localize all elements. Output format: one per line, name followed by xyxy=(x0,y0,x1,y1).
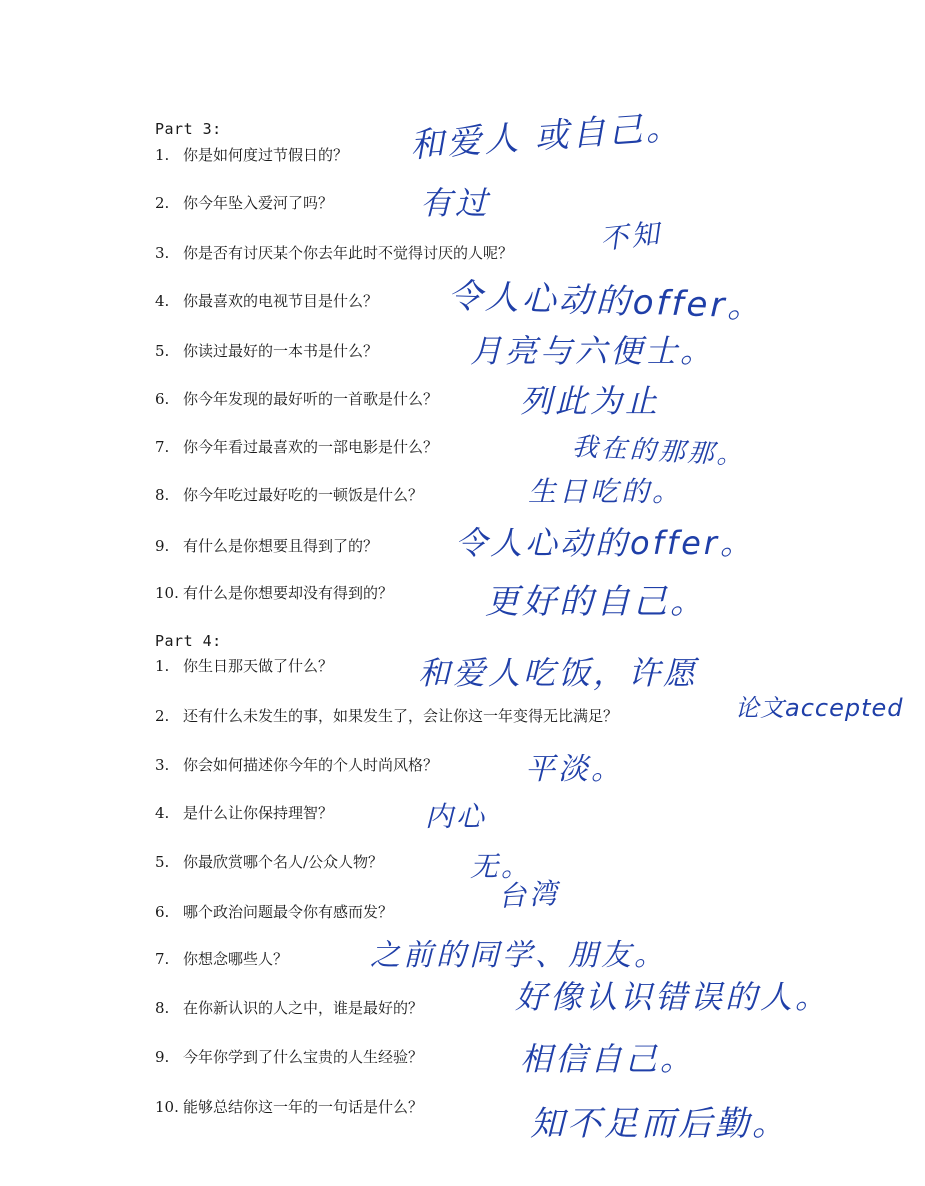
question-number: 7. xyxy=(155,438,170,456)
question-number: 5. xyxy=(155,342,170,360)
question-text: 你读过最好的一本书是什么？ xyxy=(183,342,379,360)
question-number: 3. xyxy=(155,756,170,774)
part3-answer-10: 更好的自己。 xyxy=(485,582,707,622)
part4-answer-4: 内心 xyxy=(425,800,488,833)
question-number: 6. xyxy=(155,903,170,921)
part4-answer-8: 好像认识错误的人。 xyxy=(515,978,831,1016)
part3-question-6 xyxy=(155,388,438,409)
part4-title: Part 4: xyxy=(155,632,222,650)
question-text: 你最喜欢的电视节目是什么？ xyxy=(183,292,379,310)
part4-answer-6: 台湾 xyxy=(497,876,561,913)
question-number: 4. xyxy=(155,292,170,310)
question-text: 是什么让你保持理智？ xyxy=(183,804,334,822)
part4-answer-10: 知不足而后勤。 xyxy=(530,1104,789,1144)
question-number: 8. xyxy=(155,486,170,504)
part3-answer-5: 月亮与六便士。 xyxy=(470,332,716,370)
part4-answer-2: 论文accepted xyxy=(735,694,904,722)
part4-question-4 xyxy=(155,802,333,823)
part3-question-7 xyxy=(155,436,438,457)
part3-answer-9: 令人心动的offer。 xyxy=(455,524,755,562)
question-text: 你生日那天做了什么？ xyxy=(183,657,334,675)
question-text: 有什么是你想要且得到了的？ xyxy=(183,537,379,555)
question-number: 2. xyxy=(155,194,170,212)
part3-question-1 xyxy=(155,144,348,165)
part3-question-9 xyxy=(155,535,378,556)
question-text: 你是如何度过节假日的？ xyxy=(183,146,349,164)
part3-question-8 xyxy=(155,484,423,505)
part4-question-1 xyxy=(155,655,333,676)
question-text: 在你新认识的人之中，谁是最好的？ xyxy=(183,999,424,1017)
question-text: 你今年坠入爱河了吗？ xyxy=(183,194,334,212)
part4-question-10 xyxy=(155,1096,423,1117)
part4-question-6 xyxy=(155,901,393,922)
question-text: 你今年发现的最好听的一首歌是什么？ xyxy=(183,390,439,408)
question-number: 10. xyxy=(155,1098,179,1116)
question-text: 你今年看过最喜欢的一部电影是什么？ xyxy=(183,438,439,456)
question-number: 7. xyxy=(155,950,170,968)
part3-question-4 xyxy=(155,290,378,311)
part4-answer-1: 和爱人吃饭，许愿 xyxy=(418,654,699,692)
question-text: 哪个政治问题最令你有感而发？ xyxy=(183,903,394,921)
question-text: 你是否有讨厌某个你去年此时不觉得讨厌的人呢？ xyxy=(183,244,514,262)
part4-question-3 xyxy=(155,754,438,775)
part4-answer-3: 平淡。 xyxy=(525,752,624,787)
part3-answer-3: 不知 xyxy=(598,216,664,256)
question-text: 能够总结你这一年的一句话是什么？ xyxy=(183,1098,424,1116)
part3-question-3 xyxy=(155,242,513,263)
question-text: 今年你学到了什么宝贵的人生经验？ xyxy=(183,1048,424,1066)
part3-question-10 xyxy=(155,582,393,603)
part4-question-2 xyxy=(155,705,618,726)
question-number: 8. xyxy=(155,999,170,1017)
question-text: 还有什么未发生的事，如果发生了，会让你这一年变得无比满足？ xyxy=(183,707,619,725)
part3-answer-1: 和爱人 或自己。 xyxy=(408,107,684,166)
part4-answer-7: 之前的同学、朋友。 xyxy=(370,938,667,973)
question-number: 3. xyxy=(155,244,170,262)
question-number: 9. xyxy=(155,537,170,555)
part3-question-2 xyxy=(155,192,333,213)
part4-answer-9: 相信自己。 xyxy=(520,1040,696,1078)
part4-answer-5: 无。 xyxy=(470,850,533,883)
question-text: 你会如何描述你今年的个人时尚风格？ xyxy=(183,756,439,774)
part4-question-7 xyxy=(155,948,288,969)
question-number: 1. xyxy=(155,146,170,164)
part3-answer-7: 我在的那那。 xyxy=(571,432,747,472)
question-number: 6. xyxy=(155,390,170,408)
part3-answer-6: 列此为止 xyxy=(520,382,661,420)
question-number: 5. xyxy=(155,853,170,871)
question-number: 4. xyxy=(155,804,170,822)
part4-question-8 xyxy=(155,997,423,1018)
question-text: 你想念哪些人？ xyxy=(183,950,289,968)
question-text: 有什么是你想要却没有得到的？ xyxy=(183,584,394,602)
question-number: 2. xyxy=(155,707,170,725)
question-number: 1. xyxy=(155,657,170,675)
part3-answer-8: 生日吃的。 xyxy=(528,475,684,508)
part4-question-5 xyxy=(155,851,383,872)
question-number: 9. xyxy=(155,1048,170,1066)
question-number: 10. xyxy=(155,584,179,602)
part3-answer-2: 有过 xyxy=(420,184,491,222)
part3-question-5 xyxy=(155,340,378,361)
question-text: 你今年吃过最好吃的一顿饭是什么？ xyxy=(183,486,424,504)
part4-question-9 xyxy=(155,1046,423,1067)
part3-title: Part 3: xyxy=(155,120,222,138)
question-text: 你最欣赏哪个名人/公众人物？ xyxy=(183,853,384,871)
part3-answer-4: 令人心动的offer。 xyxy=(447,276,766,328)
